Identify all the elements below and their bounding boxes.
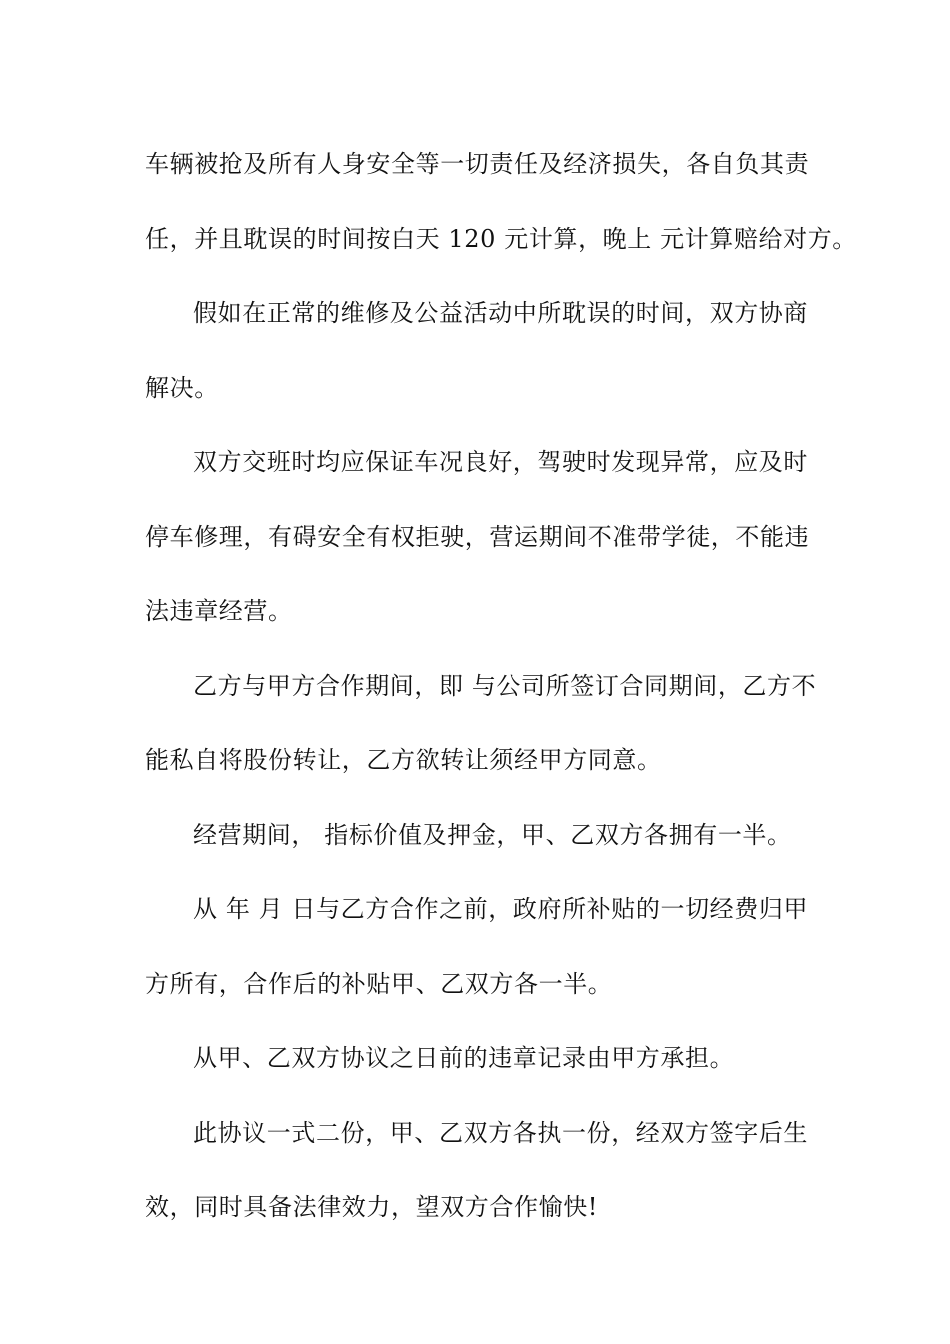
text-line: 能私自将股份转让，乙方欲转让须经甲方同意。 xyxy=(145,746,662,774)
paragraph-quota-deposit xyxy=(145,798,815,873)
text-line: 车辆被抢及所有人身安全等一切责任及经济损失，各自负其责 xyxy=(145,150,810,178)
text-line: 从 年 月 日与乙方合作之前，政府所补贴的一切经费归甲 xyxy=(193,895,809,923)
paragraph-subsidy xyxy=(145,872,815,1021)
text-line: 效，同时具备法律效力，望双方合作愉快! xyxy=(145,1193,599,1221)
text-line: 停车修理，有碍安全有权拒驶，营运期间不准带学徒，不能违 xyxy=(145,522,810,551)
document-body xyxy=(145,127,857,1245)
text-line: 经营期间， 指标价值及押金，甲、乙双方各拥有一半。 xyxy=(193,820,792,849)
paragraph-copies-effective xyxy=(145,1096,815,1245)
text-line: 乙方与甲方合作期间，即 与公司所签订合同期间，乙方不 xyxy=(193,671,817,700)
text-line: 法违章经营。 xyxy=(145,597,293,625)
text-line: 从甲、乙双方协议之日前的违章记录由甲方承担。 xyxy=(193,1044,735,1072)
paragraph-shift-handover xyxy=(145,425,815,649)
text-line: 假如在正常的维修及公益活动中所耽误的时间，双方协商 xyxy=(193,299,808,327)
paragraph-liability-continued xyxy=(145,127,857,276)
paragraph-share-transfer xyxy=(145,649,815,798)
paragraph-maintenance xyxy=(145,276,815,425)
paragraph-violation-records xyxy=(145,1021,815,1096)
text-line: 解决。 xyxy=(145,373,219,402)
text-line: 任，并且耽误的时间按白天 120 元计算，晚上 元计算赔给对方。 xyxy=(145,224,857,253)
text-line: 方所有，合作后的补贴甲、乙双方各一半。 xyxy=(145,969,613,998)
text-line: 此协议一式二份，甲、乙双方各执一份，经双方签字后生 xyxy=(193,1118,808,1147)
text-line: 双方交班时均应保证车况良好，驾驶时发现异常，应及时 xyxy=(193,448,808,476)
